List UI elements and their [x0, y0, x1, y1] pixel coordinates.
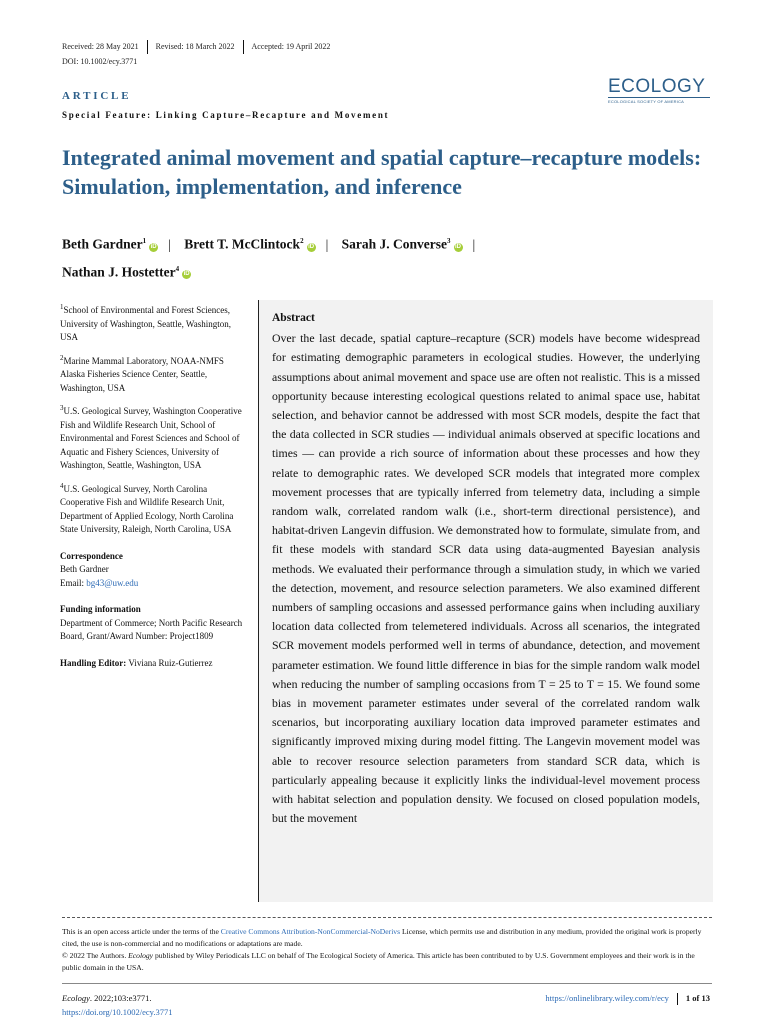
divider [243, 40, 244, 54]
orcid-icon[interactable]: iD [150, 243, 157, 250]
funding-heading: Funding information [60, 604, 141, 614]
abstract-heading: Abstract [272, 312, 315, 324]
affiliation-text: School of Environmental and Forest Sciences, University of Washington, Seattle, Washington, USA [60, 305, 231, 342]
email-label: Email: [60, 577, 87, 588]
license-footnote [62, 926, 712, 974]
author-name[interactable]: Sarah J. Converse [341, 236, 448, 252]
author-name[interactable]: Nathan J. Hostetter [62, 264, 176, 279]
license-text: This is an open access article under the terms of the [62, 927, 221, 936]
sidebar-info [60, 301, 248, 670]
orcid-icon[interactable]: iD [308, 243, 315, 250]
license-text: License, which permits use and distribution in any medium, provided the original work is properly cited, the use is non-commercial and no modifications or adaptations are made. [62, 927, 702, 948]
copyright-statement [62, 950, 712, 974]
author-name[interactable]: Beth Gardner [62, 236, 143, 252]
section-label: ARTICLE [62, 90, 132, 102]
author-separator: | [325, 236, 329, 252]
author-separator: | [168, 236, 171, 252]
affiliation-sup: 3 [60, 404, 64, 412]
affiliation [60, 480, 248, 537]
affiliation-sup: 1 [60, 303, 64, 311]
received-date: Received: 28 May 2021 [62, 41, 139, 51]
author-separator: | [472, 236, 476, 252]
doi-header: DOI: 10.1002/ecy.3771 [62, 57, 138, 66]
citation-text: . 2022;103:e3771. [89, 993, 152, 1003]
abstract [272, 309, 700, 828]
editor-name: Viviana Ruiz-Gutierrez [126, 657, 213, 668]
divider [677, 993, 678, 1005]
affiliation [60, 402, 248, 473]
email-link[interactable]: bg43@uw.edu [86, 577, 139, 588]
footer-rule [62, 983, 712, 984]
orcid-icon[interactable]: iD [455, 243, 462, 250]
copyright-text: © 2022 The Authors. [62, 951, 129, 960]
special-feature-label: Special Feature: Linking Capture–Recapture and Movement [62, 110, 390, 120]
author-affiliation-sup: 4 [175, 264, 180, 273]
affiliation [60, 301, 248, 345]
copyright-text: published by Wiley Periodicals LLC on behalf of The Ecological Society of America. This article has been contributed to by U.S. Government employees and their work is in the public domain in the USA. [62, 951, 695, 972]
accepted-date: Accepted: 19 April 2022 [251, 41, 331, 51]
journal-site-link[interactable]: https://onlinelibrary.wiley.com/r/ecy [545, 993, 669, 1003]
license-statement [62, 926, 712, 950]
editor-label: Handling Editor: [60, 657, 127, 668]
correspondence-heading: Correspondence [60, 550, 123, 561]
logo-text: ECOLOGY [608, 76, 706, 97]
journal-name: Ecology [62, 993, 90, 1003]
revised-date: Revised: 18 March 2022 [155, 41, 235, 51]
correspondence-name: Beth Gardner [60, 564, 109, 574]
license-link[interactable]: Creative Commons Attribution-NonCommercial-NoDerivs [220, 927, 401, 936]
author-affiliation-sup: 3 [447, 237, 451, 245]
affiliation-text: U.S. Geological Survey, North Carolina Cooperative Fish and Wildlife Research Unit, Department of Applied Ecology, North Carolina State University, Raleigh, North Carolina, USA [60, 483, 234, 534]
citation [62, 993, 151, 1003]
handling-editor [60, 657, 248, 671]
footnote-divider [62, 917, 712, 918]
orcid-icon[interactable]: iD [183, 271, 190, 277]
divider [147, 40, 148, 54]
correspondence-email [60, 577, 248, 591]
affiliation-text: Marine Mammal Laboratory, NOAA-NMFS Alaska Fisheries Science Center, Seattle, Washington, USA [60, 355, 224, 393]
author-affiliation-sup: 1 [142, 237, 147, 245]
author-name[interactable]: Brett T. McClintock [184, 236, 301, 252]
page-number: 1 of 13 [685, 993, 710, 1003]
journal-logo[interactable] [608, 77, 710, 104]
footer-right [545, 993, 710, 1005]
funding-text: Department of Commerce; North Pacific Research Board, Grant/Award Number: Project1809 [60, 617, 243, 641]
journal-name: Ecology [128, 951, 154, 960]
affiliation-sup: 2 [60, 353, 64, 362]
affiliation [60, 352, 248, 396]
affiliation-text: U.S. Geological Survey, Washington Cooperative Fish and Wildlife Research Unit, School of Environmental and Forest Sciences and School of Aquatic and Fishery Sciences, University of Washington, Seattle, Washington, USA [60, 406, 242, 470]
publication-dates [62, 40, 330, 54]
logo-rule [608, 97, 710, 98]
author-affiliation-sup: 2 [300, 237, 304, 245]
doi-link[interactable]: https://doi.org/10.1002/ecy.3771 [62, 1007, 173, 1017]
abstract-text: Over the last decade, spatial capture–recapture (SCR) models have become widespread for estimating demographic parameters in ecological studies. However, the underlying assumptions about animal movement and space use are often not realistic. This is a missed opportunity because interesting ecological questions related to animal space use, habitat selection, and behavior cannot be addressed with most SCR models, despite the fact that the data collected in SCR studies — individual animals observed at specific locations and times — can provide a rich source of information about these processes and how they relate to demographic rates. We developed SCR models that integrated more complex movement processes that are typically inferred from telemetry data, including a simple random walk, correlated random walk (i.e., short-term directional persistence), and habitat-driven Langevin diffusion. We demonstrated how to formulate, simulate from, and fit these models with standard SCR data using data-augmented Bayesian analysis methods. We evaluated their performance through a simulation study, in which we varied the detection, movement, and resource selection parameters. We also examined different numbers of sampling occasions and assessed performance gains when including auxiliary location data collected from telemetered individuals. Across all scenarios, the integrated SCR movement models performed well in terms of abundance, detection, and movement parameter estimation. We found little difference in bias for the simple random walk model when reducing the number of sampling occasions from T = 25 to T = 15. We found some bias in movement parameter estimates under several of the correlated random walk scenarios, but incorporating auxiliary location data improved parameter estimates and significantly improved mixing during model fitting. The Langevin movement model was able to recover resource selection parameters from standard SCR data, which is particularly appealing because it explicitly links the individual-level movement process with habitat selection and population density. We focused on closed population models, but the movement [272, 331, 700, 826]
author-list [62, 229, 485, 284]
affiliation-sup: 4 [60, 481, 64, 490]
article-title: Integrated animal movement and spatial capture–recapture models: Simulation, implementation, and inference [62, 145, 702, 199]
logo-subtitle: ECOLOGICAL SOCIETY OF AMERICA [608, 99, 685, 104]
